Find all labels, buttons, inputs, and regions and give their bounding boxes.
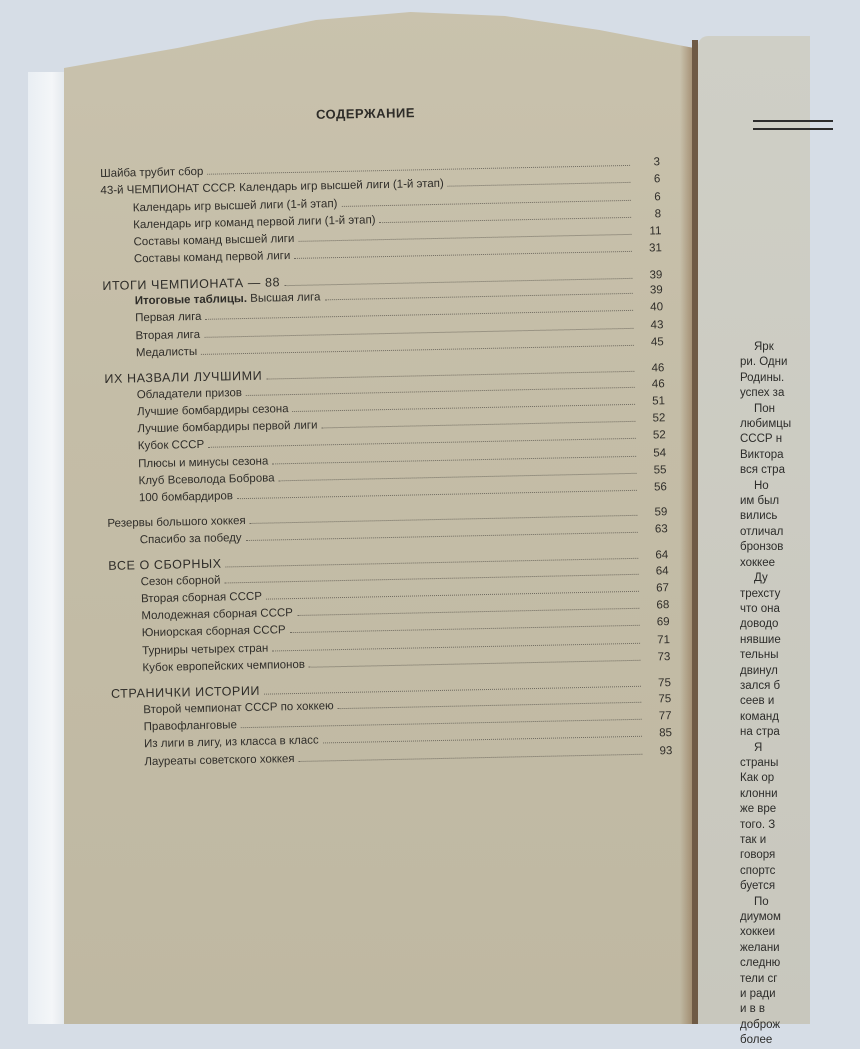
text-line: зался б (740, 679, 781, 692)
toc-entry-title: Кубок европейских чемпионов (142, 658, 306, 675)
toc-entry-title: Второй чемпионат СССР по хоккею (143, 699, 334, 716)
dot-leader (201, 345, 634, 355)
toc-page-number: 59 (654, 505, 668, 519)
text-line: тельны (740, 649, 779, 662)
text-line: двинул (740, 664, 778, 677)
toc-page-number: 54 (653, 446, 667, 460)
body-text (740, 340, 860, 1049)
text-line: отличал (740, 525, 784, 538)
dot-leader (341, 199, 630, 206)
dot-leader (246, 532, 638, 541)
text-line: По (754, 895, 769, 908)
dot-leader (297, 608, 639, 616)
text-line: так и (740, 834, 767, 846)
toc-entry-title: Вторая сборная СССР (140, 590, 263, 606)
dot-leader (448, 182, 631, 187)
toc-entry-title: 43-й ЧЕМПИОНАТ СССР. Календарь игр высшей лиги (1-й этап) (100, 178, 444, 198)
text-line: диумом (740, 911, 781, 924)
dot-leader (299, 753, 643, 761)
toc-page-number: 68 (656, 599, 670, 612)
text-line: Родины. (740, 371, 785, 384)
toc-page-number: 64 (655, 549, 669, 562)
text-line: тели сг (740, 972, 778, 985)
toc-page-number: 75 (658, 677, 672, 690)
toc-entry-title-bold: Итоговые таблицы. (134, 293, 248, 308)
header-rule (753, 128, 833, 130)
dot-leader (241, 719, 642, 728)
text-line: Я (754, 741, 763, 754)
toc-page-number: 73 (657, 651, 671, 664)
text-line: следню (740, 957, 781, 970)
dot-leader (272, 456, 636, 465)
toc-entry-title: Вторая лига (135, 328, 201, 342)
book-cover-edge (28, 72, 68, 1024)
toc-page-number: 46 (651, 377, 665, 391)
dot-leader (207, 165, 630, 175)
toc-entry-title: Резервы большого хоккея (107, 514, 246, 530)
text-line: вся стра (740, 464, 785, 477)
toc-page-number: 46 (651, 362, 665, 375)
toc-entry-title: Спасибо за победу (139, 532, 242, 547)
toc-entry-title: Плюсы и минусы сезона (138, 455, 269, 471)
dot-leader (298, 234, 631, 242)
toc-page-number: 77 (658, 710, 672, 723)
text-line: желани (740, 941, 780, 954)
toc-page-number: 3 (653, 156, 661, 169)
toc-page-number: 11 (649, 225, 662, 238)
toc-entry-title: Юниорская сборная СССР (141, 624, 286, 640)
toc-entry-title: Из лиги в лигу, из класса в класс (143, 734, 319, 751)
text-line: Виктора (740, 448, 784, 461)
toc-page-number: 64 (655, 564, 669, 577)
text-line: говоря (740, 849, 776, 862)
toc-entry-title: Медалисты (135, 345, 198, 360)
dot-leader (206, 310, 634, 320)
text-line: Ду (754, 572, 768, 585)
text-line: любимцы (740, 418, 792, 431)
dot-leader (266, 371, 634, 380)
dot-leader (246, 386, 635, 395)
page-title: СОДЕРЖАНИЕ (315, 105, 416, 122)
toc-entry-title: Турниры четырех стран (141, 642, 269, 657)
toc-page-number: 85 (659, 727, 673, 740)
toc-page-number: 75 (658, 692, 672, 706)
toc-entry-title: Клуб Всеволода Боброва (138, 472, 275, 488)
toc-page-number: 56 (653, 481, 667, 494)
text-line: же вре (740, 803, 777, 816)
text-line: и в в (740, 1003, 766, 1016)
toc-entry-title: Лучшие бомбардиры первой лиги (137, 419, 318, 436)
text-line: команд (740, 710, 779, 723)
dot-leader (380, 217, 632, 223)
dot-leader (284, 278, 632, 286)
toc-page-number: 43 (650, 318, 664, 332)
toc-page-number: 67 (656, 582, 670, 595)
text-line: того. З (740, 818, 776, 831)
toc-page-number: 45 (650, 336, 664, 349)
text-line: Пон (754, 402, 776, 415)
toc-entry-title: ИХ НАЗВАЛИ ЛУЧШИМИ (104, 368, 263, 387)
dot-leader (293, 404, 636, 412)
text-line: Ярк (754, 341, 774, 353)
dot-leader (250, 514, 638, 523)
text-line: Но (754, 479, 769, 492)
table-of-contents (100, 156, 673, 773)
toc-entry-title: Обладатели призов (136, 386, 243, 401)
toc-entry-title: Кубок СССР (137, 439, 205, 453)
dot-leader (225, 573, 639, 583)
text-line: бронзов (740, 541, 784, 554)
toc-page-number: 6 (654, 190, 661, 203)
right-page (698, 36, 810, 1047)
dot-leader (237, 490, 637, 499)
text-line: им был (740, 495, 780, 508)
toc-entry-title-rest: Высшая лига (250, 291, 321, 305)
text-line: ри. Одни (740, 356, 788, 369)
dot-leader (208, 438, 636, 448)
text-line: успех за (740, 387, 785, 400)
toc-page-number: 69 (656, 616, 670, 629)
dot-leader (204, 328, 633, 338)
text-line: Как ор (740, 772, 775, 785)
text-line: трехсту (740, 587, 781, 600)
toc-page-number: 39 (649, 269, 663, 282)
dot-leader (323, 736, 642, 744)
text-line: доброж (740, 1018, 781, 1031)
text-line: СССР н (740, 433, 783, 446)
text-line: спортс (740, 864, 776, 877)
dot-leader (266, 591, 639, 600)
text-line: страны (740, 756, 779, 769)
dot-leader (294, 251, 632, 259)
toc-page-number: 93 (659, 744, 673, 757)
text-line: хоккеи (740, 926, 776, 939)
toc-entry-title: Лауреаты советского хоккея (144, 752, 295, 768)
dot-leader (279, 473, 637, 481)
toc-entry-title: Сезон сборной (140, 574, 221, 588)
toc-entry-title: Правофланговые (143, 719, 238, 734)
toc-page-number: 8 (654, 208, 662, 221)
toc-page-number: 39 (649, 284, 663, 297)
toc-entry-title: Составы команд высшей лиги (133, 233, 295, 249)
dot-leader (272, 643, 640, 652)
toc-page-number: 71 (657, 633, 671, 647)
toc-page-number: 52 (652, 412, 666, 425)
text-line: нявшие (740, 633, 781, 646)
toc-entry-title: Первая лига (135, 311, 202, 325)
header-rule (753, 120, 833, 122)
toc-page-number: 40 (650, 301, 664, 314)
dot-leader (324, 293, 632, 300)
toc-entry-title: СТРАНИЧКИ ИСТОРИИ (110, 684, 261, 702)
toc-page-number: 31 (648, 242, 662, 256)
toc-entry-title: Календарь игр высшей лиги (1-й этап) (132, 197, 338, 214)
text-line: и ради (740, 988, 776, 1001)
toc-entry-title: Календарь игр команд первой лиги (1-й этап) (133, 214, 376, 232)
toc-entry-title: Шайба трубит сбор (100, 165, 204, 180)
text-line: доводо (740, 618, 779, 631)
toc-page-number: 52 (652, 429, 666, 442)
text-line: буется (740, 880, 776, 893)
text-line: на стра (740, 726, 780, 739)
toc-entry-title: 100 бомбардиров (138, 490, 234, 505)
toc-page-number: 51 (652, 395, 666, 408)
toc-page-number: 6 (653, 173, 661, 186)
text-line: что она (740, 602, 780, 615)
toc-page-number: 63 (654, 523, 668, 536)
toc-entry-title: ВСЕ О СБОРНЫХ (108, 556, 222, 574)
dot-leader (322, 421, 636, 429)
dot-leader (290, 625, 640, 633)
text-line: сеев и (740, 695, 775, 708)
toc-entry-title: Молодежная сборная СССР (141, 607, 294, 623)
text-line: клонни (740, 787, 778, 800)
toc-entry-title: Составы команд первой лиги (133, 250, 291, 266)
text-line: хоккее (740, 556, 775, 569)
dot-leader (338, 701, 642, 708)
toc-entry-title: ИТОГИ ЧЕМПИОНАТА — 88 (102, 275, 281, 293)
dot-leader (309, 660, 640, 668)
text-line: вились (740, 510, 778, 523)
text-line: более (740, 1034, 773, 1047)
toc-page-number: 55 (653, 464, 667, 477)
toc-entry-title: Лучшие бомбардиры сезона (136, 402, 289, 419)
